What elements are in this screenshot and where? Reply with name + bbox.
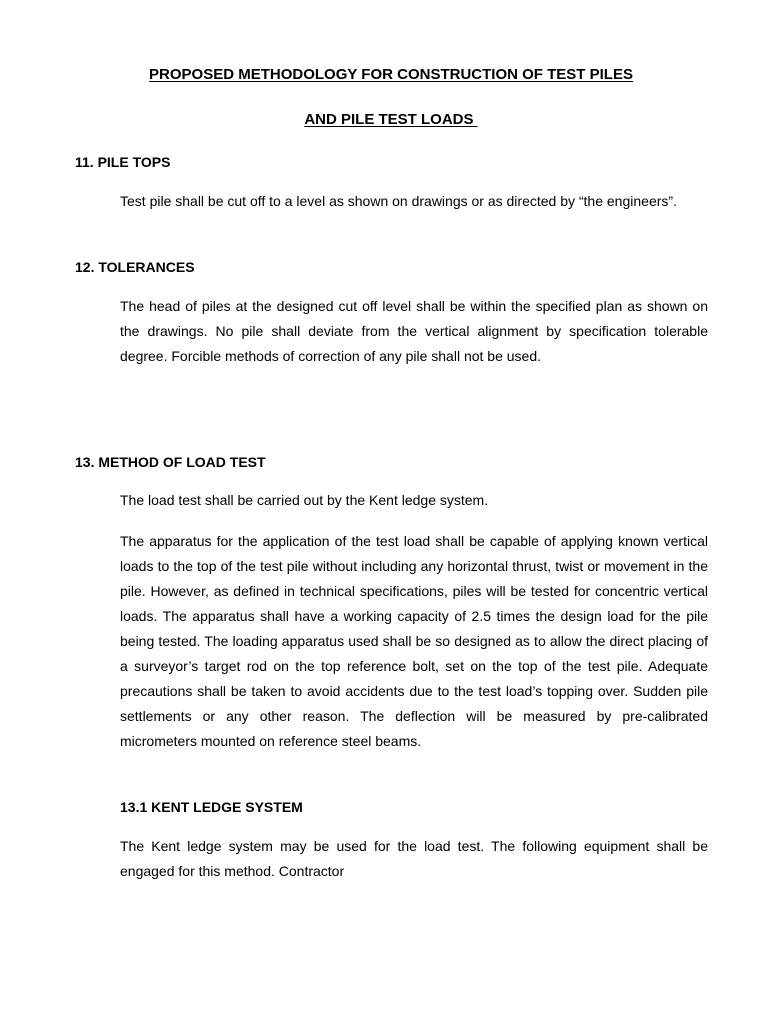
document-title-line-1: PROPOSED METHODOLOGY FOR CONSTRUCTION OF TEST PILES <box>149 66 633 83</box>
paragraph-pile-tops: Test pile shall be cut off to a level as shown on drawings or as directed by “the engineers”. <box>120 193 677 209</box>
paragraph-tolerances: The head of piles at the designed cut off level shall be within the specified plan as shown on the drawings. No pile shall deviate from the vertical alignment by specification tolerable degree. Forcible methods of correction of any pile shall not be used. <box>120 298 708 364</box>
paragraph-load-test-intro: The load test shall be carried out by the Kent ledge system. <box>120 492 489 508</box>
section-heading-tolerances: 12. TOLERANCES <box>75 259 195 275</box>
paragraph-kent-ledge-system: The Kent ledge system may be used for the load test. The following equipment shall be engaged for this method. Contractor <box>120 838 708 879</box>
section-heading-kent-ledge-system: 13.1 KENT LEDGE SYSTEM <box>120 799 303 815</box>
section-heading-pile-tops: 11. PILE TOPS <box>75 154 171 170</box>
section-heading-method-of-load-test: 13. METHOD OF LOAD TEST <box>75 454 266 470</box>
document-title-line-2: AND PILE TEST LOADS <box>304 111 478 128</box>
paragraph-load-test-apparatus: The apparatus for the application of the test load shall be capable of applying known vertical loads to the top of the test pile without including any horizontal thrust, twist or movement in the pile. However, as defined in technical specifications, piles will be tested for concentric vertical loads. The apparatus shall have a working capacity of 2.5 times the design load for the pile being tested. The loading apparatus used shall be so designed as to allow the direct placing of a surveyor’s target rod on the top reference bolt, set on the top of the test pile. Adequate precautions shall be taken to avoid accidents due to the test load’s topping over. Sudden pile settlements or any other reason. The deflection will be measured by pre-calibrated micrometers mounted on reference steel beams. <box>120 533 708 749</box>
